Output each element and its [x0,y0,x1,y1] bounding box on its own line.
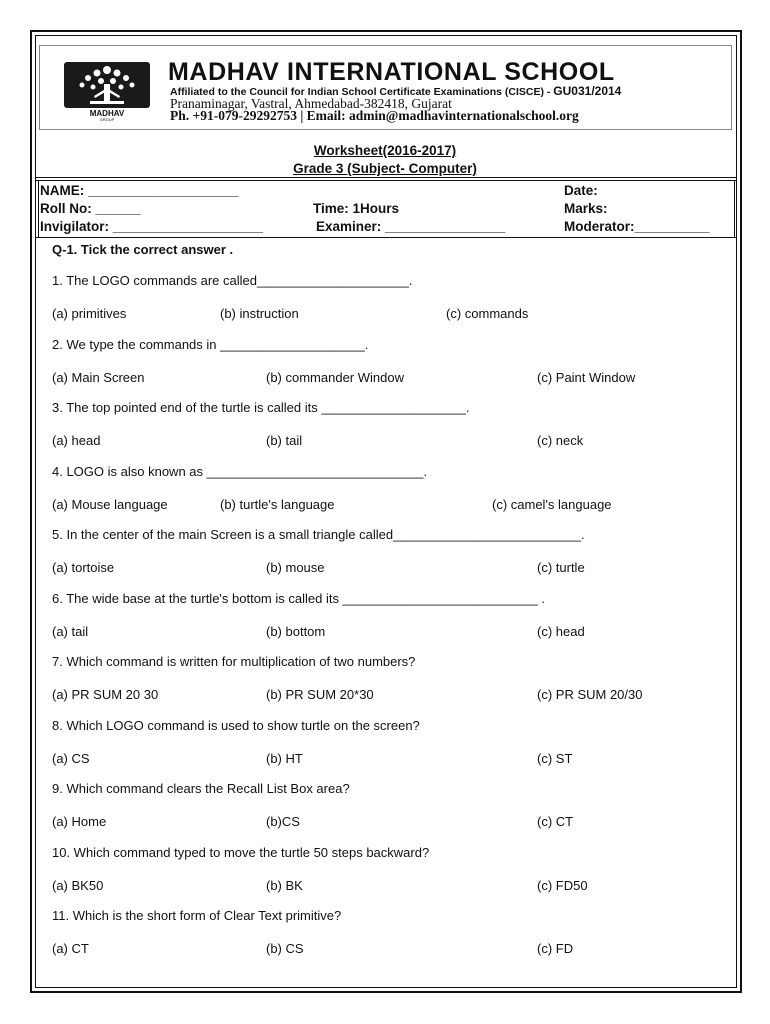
answer-option-c[interactable]: (c) FD [537,941,574,956]
question-text: 4. LOGO is also known as ______________________________. [52,464,428,479]
question-text: 8. Which LOGO command is used to show turtle on the screen? [52,718,420,733]
school-address: Pranaminagar, Vastral, Ahmedabad-382418, Gujarat [170,96,452,111]
answer-option-a[interactable]: (a) Main Screen [52,370,145,385]
info-box-left-line [38,180,39,237]
question-text: 1. The LOGO commands are called_____________________. [52,273,413,288]
answer-option-c[interactable]: (c) PR SUM 20/30 [537,687,643,702]
answer-option-c[interactable]: (c) ST [537,751,573,766]
answer-option-a[interactable]: (a) tail [52,624,89,639]
affiliation-text: Affiliated to the Council for Indian School Certificate Examinations (CISCE) - [170,86,551,98]
answer-option-c[interactable]: (c) commands [446,306,529,321]
worksheet-title: Worksheet(2016-2017) [313,143,457,158]
answer-option-b[interactable]: (b) commander Window [266,370,404,385]
affiliation-code: GU031/2014 [553,84,622,98]
answer-option-b[interactable]: (b)CS [266,814,300,829]
answer-option-b[interactable]: (b) bottom [266,624,326,639]
answer-option-c[interactable]: (c) camel's language [492,497,612,512]
question-text: 3. The top pointed end of the turtle is called its ____________________. [52,400,470,415]
answer-option-b[interactable]: (b) mouse [266,560,325,575]
answer-option-b[interactable]: (b) HT [266,751,303,766]
question-text: 11. Which is the short form of Clear Text primitive? [52,908,342,923]
question-text: 9. Which command clears the Recall List Box area? [52,781,350,796]
info-box-right-line [734,180,735,237]
school-name: MADHAV INTERNATIONAL SCHOOL [168,58,615,86]
logo-text: MADHAV [89,109,125,118]
examiner-field: Examiner: ________________ [316,219,506,234]
date-field: Date: [564,183,598,198]
answer-option-c[interactable]: (c) FD50 [537,878,588,893]
answer-option-a[interactable]: (a) tortoise [52,560,115,575]
info-box-top-line-2 [35,180,737,181]
answer-option-b[interactable]: (b) CS [266,941,304,956]
section-title: Q-1. Tick the correct answer . [52,242,234,257]
answer-option-a[interactable]: (a) head [52,433,101,448]
question-text: 7. Which command is written for multiplication of two numbers? [52,654,416,669]
answer-option-b[interactable]: (b) turtle's language [220,497,335,512]
invigilator-field: Invigilator: ____________________ [40,219,263,234]
answer-option-b[interactable]: (b) BK [266,878,303,893]
question-text: 10. Which command typed to move the turtle 50 steps backward? [52,845,430,860]
student-name-field: NAME: ____________________ [40,183,239,198]
answer-option-b[interactable]: (b) instruction [220,306,299,321]
answer-option-a[interactable]: (a) CS [52,751,90,766]
info-box-top-line [35,177,737,178]
school-contact: Ph. +91-079-29292753 | Email: admin@madhavinternationalschool.org [170,108,579,123]
answer-option-a[interactable]: (a) PR SUM 20 30 [52,687,159,702]
answer-option-a[interactable]: (a) primitives [52,306,127,321]
answer-option-c[interactable]: (c) turtle [537,560,585,575]
question-text: 5. In the center of the main Screen is a small triangle called__________________________. [52,527,585,542]
answer-option-b[interactable]: (b) tail [266,433,303,448]
answer-option-b[interactable]: (b) PR SUM 20*30 [266,687,374,702]
answer-option-c[interactable]: (c) head [537,624,585,639]
answer-option-a[interactable]: (a) BK50 [52,878,104,893]
moderator-field: Moderator:__________ [564,219,710,234]
answer-option-c[interactable]: (c) Paint Window [537,370,636,385]
time-field: Time: 1Hours [313,201,400,216]
marks-field: Marks: [564,201,608,216]
school-logo-tree-icon [58,60,156,122]
roll-number-field: Roll No: ______ [40,201,141,216]
answer-option-c[interactable]: (c) CT [537,814,574,829]
answer-option-a[interactable]: (a) Mouse language [52,497,168,512]
answer-option-a[interactable]: (a) Home [52,814,107,829]
question-text: 2. We type the commands in ____________________. [52,337,369,352]
answer-option-a[interactable]: (a) CT [52,941,89,956]
question-text: 6. The wide base at the turtle's bottom is called its ___________________________ . [52,591,545,606]
worksheet-subtitle: Grade 3 (Subject- Computer) [293,161,477,176]
logo-subtext: GROUP [99,117,115,122]
answer-option-c[interactable]: (c) neck [537,433,584,448]
info-box-bottom-line [35,237,737,238]
